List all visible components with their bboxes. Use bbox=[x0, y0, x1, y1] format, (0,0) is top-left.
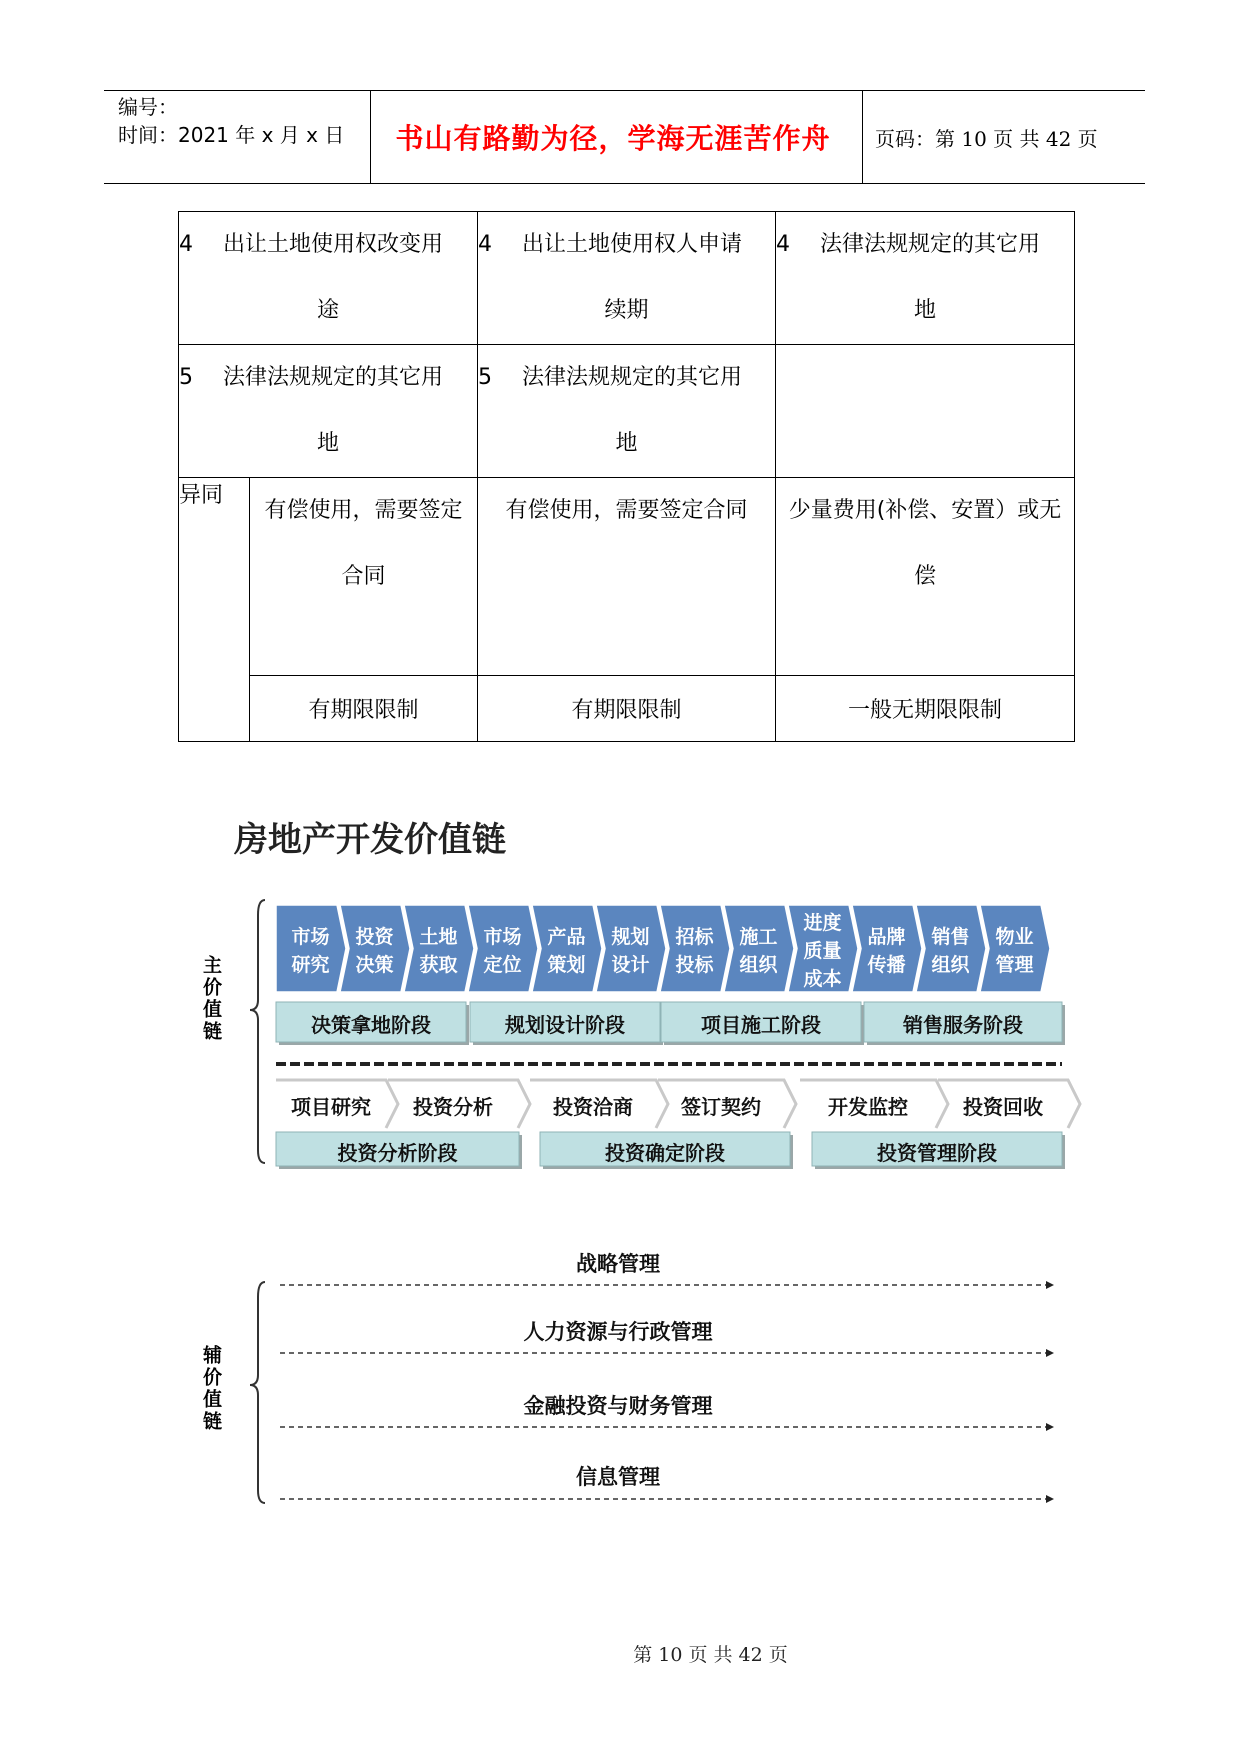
header-motto: 书山有路勤为径，学海无涯苦作舟 bbox=[395, 122, 831, 155]
table-cell: 有偿使用，需要签定合同 bbox=[478, 478, 776, 676]
support-strategy: 战略管理 bbox=[576, 1252, 660, 1276]
investment-step-label: 投资回收 bbox=[963, 1095, 1043, 1119]
value-chain-step-label: 品牌 传播 bbox=[867, 925, 906, 976]
investment-stage-label: 投资确定阶段 bbox=[605, 1141, 725, 1165]
aux-chain-brace bbox=[250, 1282, 265, 1503]
diagram-title: 房地产开发价值链 bbox=[234, 820, 506, 860]
value-chain-step-label: 投资 决策 bbox=[355, 925, 394, 976]
stage-label: 决策拿地阶段 bbox=[311, 1013, 431, 1037]
header-page-label: 页码：第 10 页 共 42 页 bbox=[875, 127, 1098, 151]
support-hr-admin: 人力资源与行政管理 bbox=[523, 1320, 713, 1344]
table-cell: 5 法律法规规定的其它用 地 bbox=[478, 345, 776, 478]
support-information: 信息管理 bbox=[576, 1465, 660, 1489]
doc-number-label: 编号： bbox=[118, 95, 178, 119]
arrow-head-icon bbox=[1046, 1281, 1054, 1289]
main-chain-label: 主价值链 bbox=[200, 955, 222, 1043]
table-cell: 少量费用(补偿、安置）或无 偿 bbox=[776, 478, 1075, 676]
table-cell: 4 出让土地使用权改变用 途 bbox=[179, 212, 478, 345]
investment-step-label: 投资洽商 bbox=[553, 1095, 633, 1119]
footer-page-number: 第 10 页 共 42 页 bbox=[633, 1644, 788, 1666]
value-chain-step-label: 市场 定位 bbox=[483, 925, 522, 976]
table-cell: 一般无期限限制 bbox=[776, 676, 1075, 742]
stage-label: 规划设计阶段 bbox=[505, 1013, 625, 1037]
arrow-head-icon bbox=[1046, 1423, 1054, 1431]
table-cell: 有偿使用，需要签定 合同 bbox=[250, 478, 478, 676]
value-chain-step-label: 土地 获取 bbox=[419, 925, 458, 976]
table-cell: 4 法律法规规定的其它用 地 bbox=[776, 212, 1075, 345]
value-chain-step-label: 产品 策划 bbox=[547, 925, 586, 976]
value-chain-step-label: 进度 质量 成本 bbox=[803, 911, 842, 990]
diff-label: 异同 bbox=[179, 478, 250, 742]
aux-chain-label: 辅价值链 bbox=[200, 1345, 222, 1433]
stage-label: 项目施工阶段 bbox=[701, 1013, 821, 1037]
arrow-head-icon bbox=[1046, 1495, 1054, 1503]
arrow-head-icon bbox=[1046, 1349, 1054, 1357]
main-chain-brace bbox=[250, 900, 265, 1163]
investment-stage-label: 投资管理阶段 bbox=[877, 1141, 997, 1165]
value-chain-step-label: 市场 研究 bbox=[291, 925, 330, 976]
stage-label: 销售服务阶段 bbox=[903, 1013, 1023, 1037]
value-chain-step-label: 招标 投标 bbox=[675, 925, 714, 976]
doc-time-label: 时间：2021 年 x 月 x 日 bbox=[118, 123, 345, 147]
investment-stage-label: 投资分析阶段 bbox=[337, 1141, 458, 1165]
value-chain-step-label: 物业 管理 bbox=[995, 925, 1034, 976]
value-chain-step-label: 施工 组织 bbox=[739, 925, 778, 976]
value-chain-step-label: 销售 组织 bbox=[931, 925, 970, 976]
investment-step-label: 签订契约 bbox=[681, 1095, 761, 1119]
investment-step-label: 开发监控 bbox=[828, 1095, 908, 1119]
investment-step-label: 项目研究 bbox=[291, 1095, 371, 1119]
support-finance: 金融投资与财务管理 bbox=[523, 1394, 713, 1418]
value-chain-step-label: 规划 设计 bbox=[611, 925, 650, 976]
table-cell: 有期限限制 bbox=[250, 676, 478, 742]
investment-step-label: 投资分析 bbox=[413, 1095, 493, 1119]
table-cell: 有期限限制 bbox=[478, 676, 776, 742]
table-cell: 5 法律法规规定的其它用 地 bbox=[179, 345, 478, 478]
table-cell: 4 出让土地使用权人申请 续期 bbox=[478, 212, 776, 345]
